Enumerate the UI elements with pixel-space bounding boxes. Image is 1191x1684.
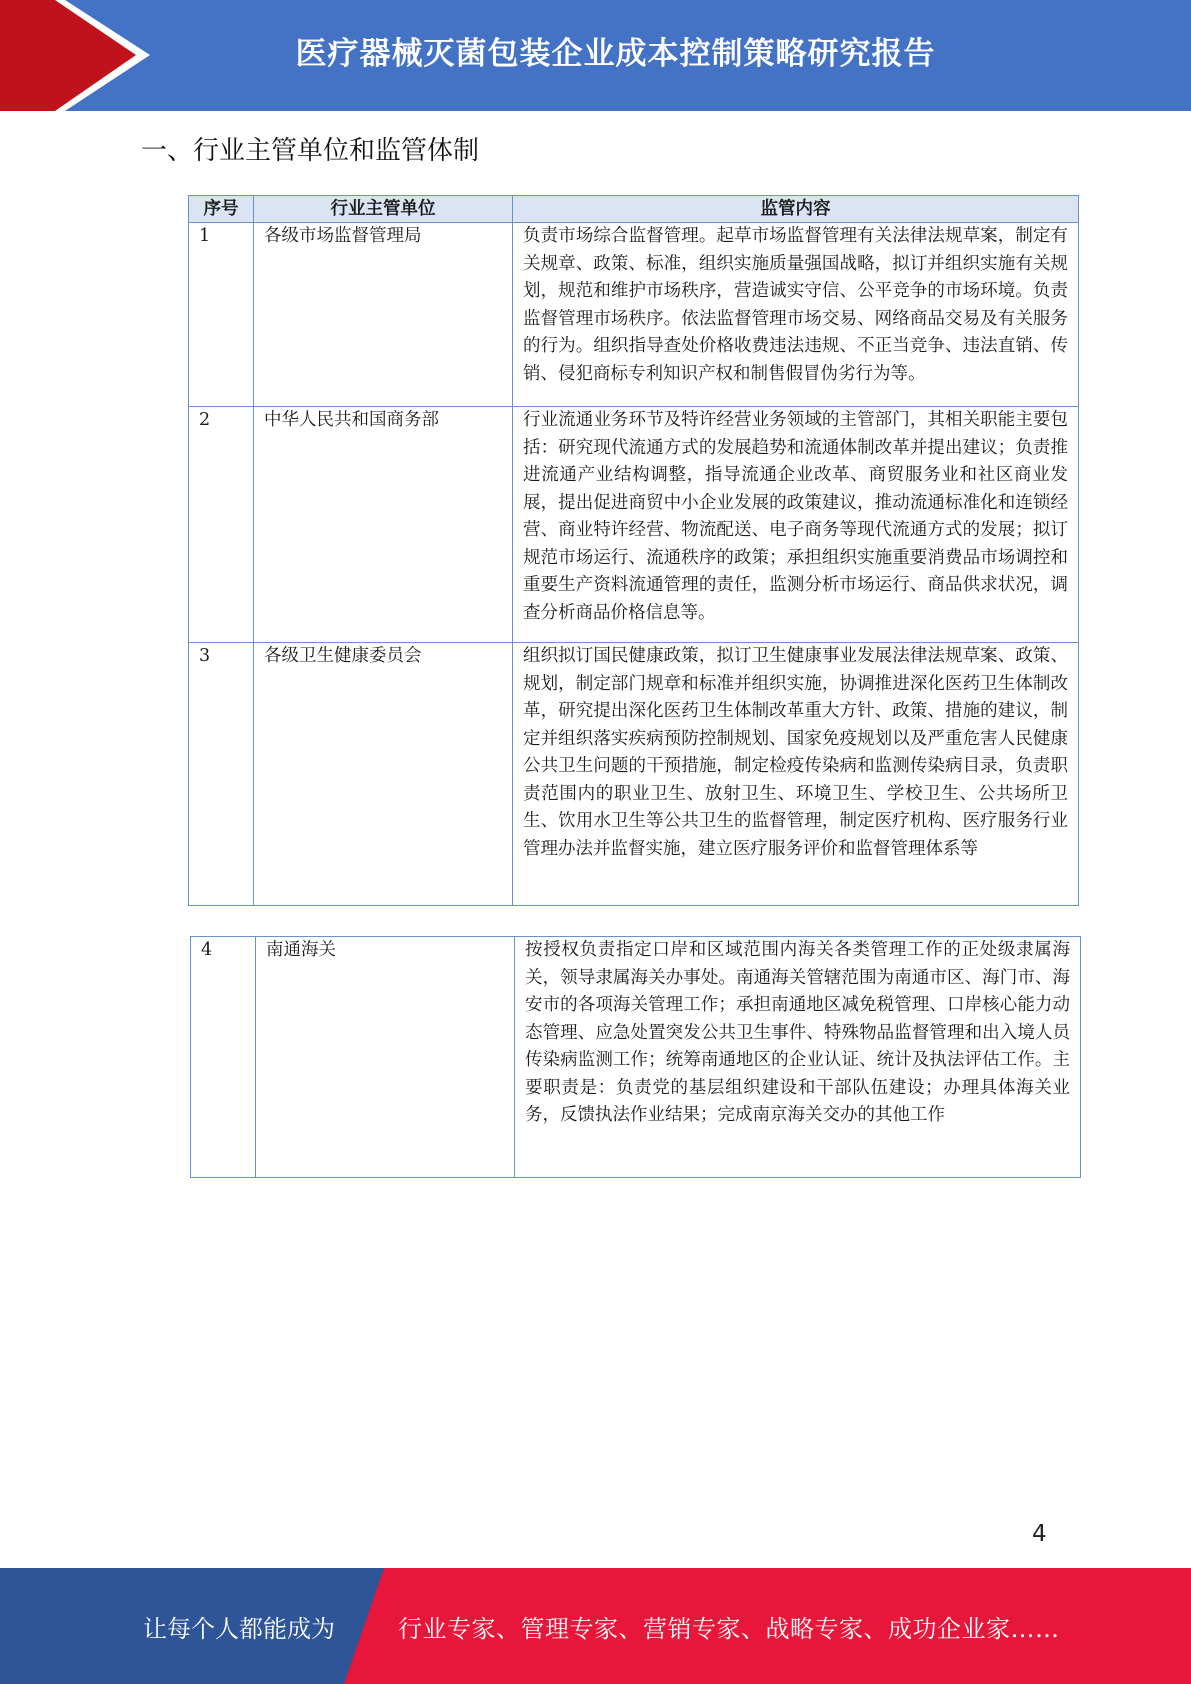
table-row — [191, 937, 1081, 1178]
table-row — [189, 643, 1079, 906]
section-title: 一、行业主管单位和监管体制 — [141, 136, 480, 166]
table-row — [189, 407, 1079, 643]
row-number: 1 — [189, 223, 254, 407]
page-number: 4 — [1032, 1521, 1047, 1547]
regulator-table — [188, 195, 1079, 906]
header-index: 序号 — [189, 196, 254, 223]
row-unit: 各级卫生健康委员会 — [254, 643, 513, 906]
report-title: 医疗器械灭菌包装企业成本控制策略研究报告 — [295, 35, 936, 72]
header-banner — [0, 0, 1191, 111]
row-content: 行业流通业务环节及特许经营业务领域的主管部门，其相关职能主要包括：研究现代流通方式的发展趋势和流通体制改革并提出建议；负责推进流通产业结构调整，指导流通企业改革、商贸服务业和社区商业发展，提出促进商贸中小企业发展的政策建议，推动流通标准化和连锁经营、商业特许经营、物流配送、电子商务等现代流通方式的发展；拟订规范市场运行、流通秩序的政策；承担组织实施重要消费品市场调控和重要生产资料流通管理的责任，监测分析市场运行、商品供求状况，调查分析商品价格信息等。 — [513, 407, 1079, 643]
footer-banner — [0, 1568, 1191, 1684]
footer-slogan-left: 让每个人都能成为 — [143, 1614, 335, 1643]
row-number: 4 — [191, 937, 256, 1178]
row-unit: 中华人民共和国商务部 — [254, 407, 513, 643]
header-content: 监管内容 — [513, 196, 1079, 223]
row-unit: 南通海关 — [256, 937, 515, 1178]
table-header-row — [189, 196, 1079, 223]
row-number: 3 — [189, 643, 254, 906]
header-unit: 行业主管单位 — [254, 196, 513, 223]
row-content: 负责市场综合监督管理。起草市场监督管理有关法律法规草案，制定有关规章、政策、标准，组织实施质量强国战略，拟订并组织实施有关规划，规范和维护市场秩序，营造诚实守信、公平竞争的市场环境。负责监督管理市场秩序。依法监督管理市场交易、网络商品交易及有关服务的行为。组织指导查处价格收费违法违规、不正当竞争、违法直销、传销、侵犯商标专利知识产权和制售假冒伪劣行为等。 — [513, 223, 1079, 407]
row-content: 按授权负责指定口岸和区域范围内海关各类管理工作的正处级隶属海关，领导隶属海关办事处。南通海关管辖范围为南通市区、海门市、海安市的各项海关管理工作；承担南通地区减免税管理、口岸核心能力动态管理、应急处置突发公共卫生事件、特殊物品监督管理和出入境人员传染病监测工作；统筹南通地区的企业认证、统计及执法评估工作。主要职责是：负责党的基层组织建设和干部队伍建设；办理具体海关业务，反馈执法作业结果；完成南京海关交办的其他工作 — [515, 937, 1081, 1178]
row-number: 2 — [189, 407, 254, 643]
regulator-table-continued — [190, 936, 1081, 1178]
table-row — [189, 223, 1079, 407]
row-content: 组织拟订国民健康政策，拟订卫生健康事业发展法律法规草案、政策、规划，制定部门规章和标准并组织实施，协调推进深化医药卫生体制改革，研究提出深化医药卫生体制改革重大方针、政策、措施的建议，制定并组织落实疾病预防控制规划、国家免疫规划以及严重危害人民健康公共卫生问题的干预措施，制定检疫传染病和监测传染病目录，负责职责范围内的职业卫生、放射卫生、环境卫生、学校卫生、公共场所卫生、饮用水卫生等公共卫生的监督管理，制定医疗机构、医疗服务行业管理办法并监督实施，建立医疗服务评价和监督管理体系等 — [513, 643, 1079, 906]
footer-slogan-right: 行业专家、管理专家、营销专家、战略专家、成功企业家…… — [398, 1614, 1060, 1643]
row-unit: 各级市场监督管理局 — [254, 223, 513, 407]
